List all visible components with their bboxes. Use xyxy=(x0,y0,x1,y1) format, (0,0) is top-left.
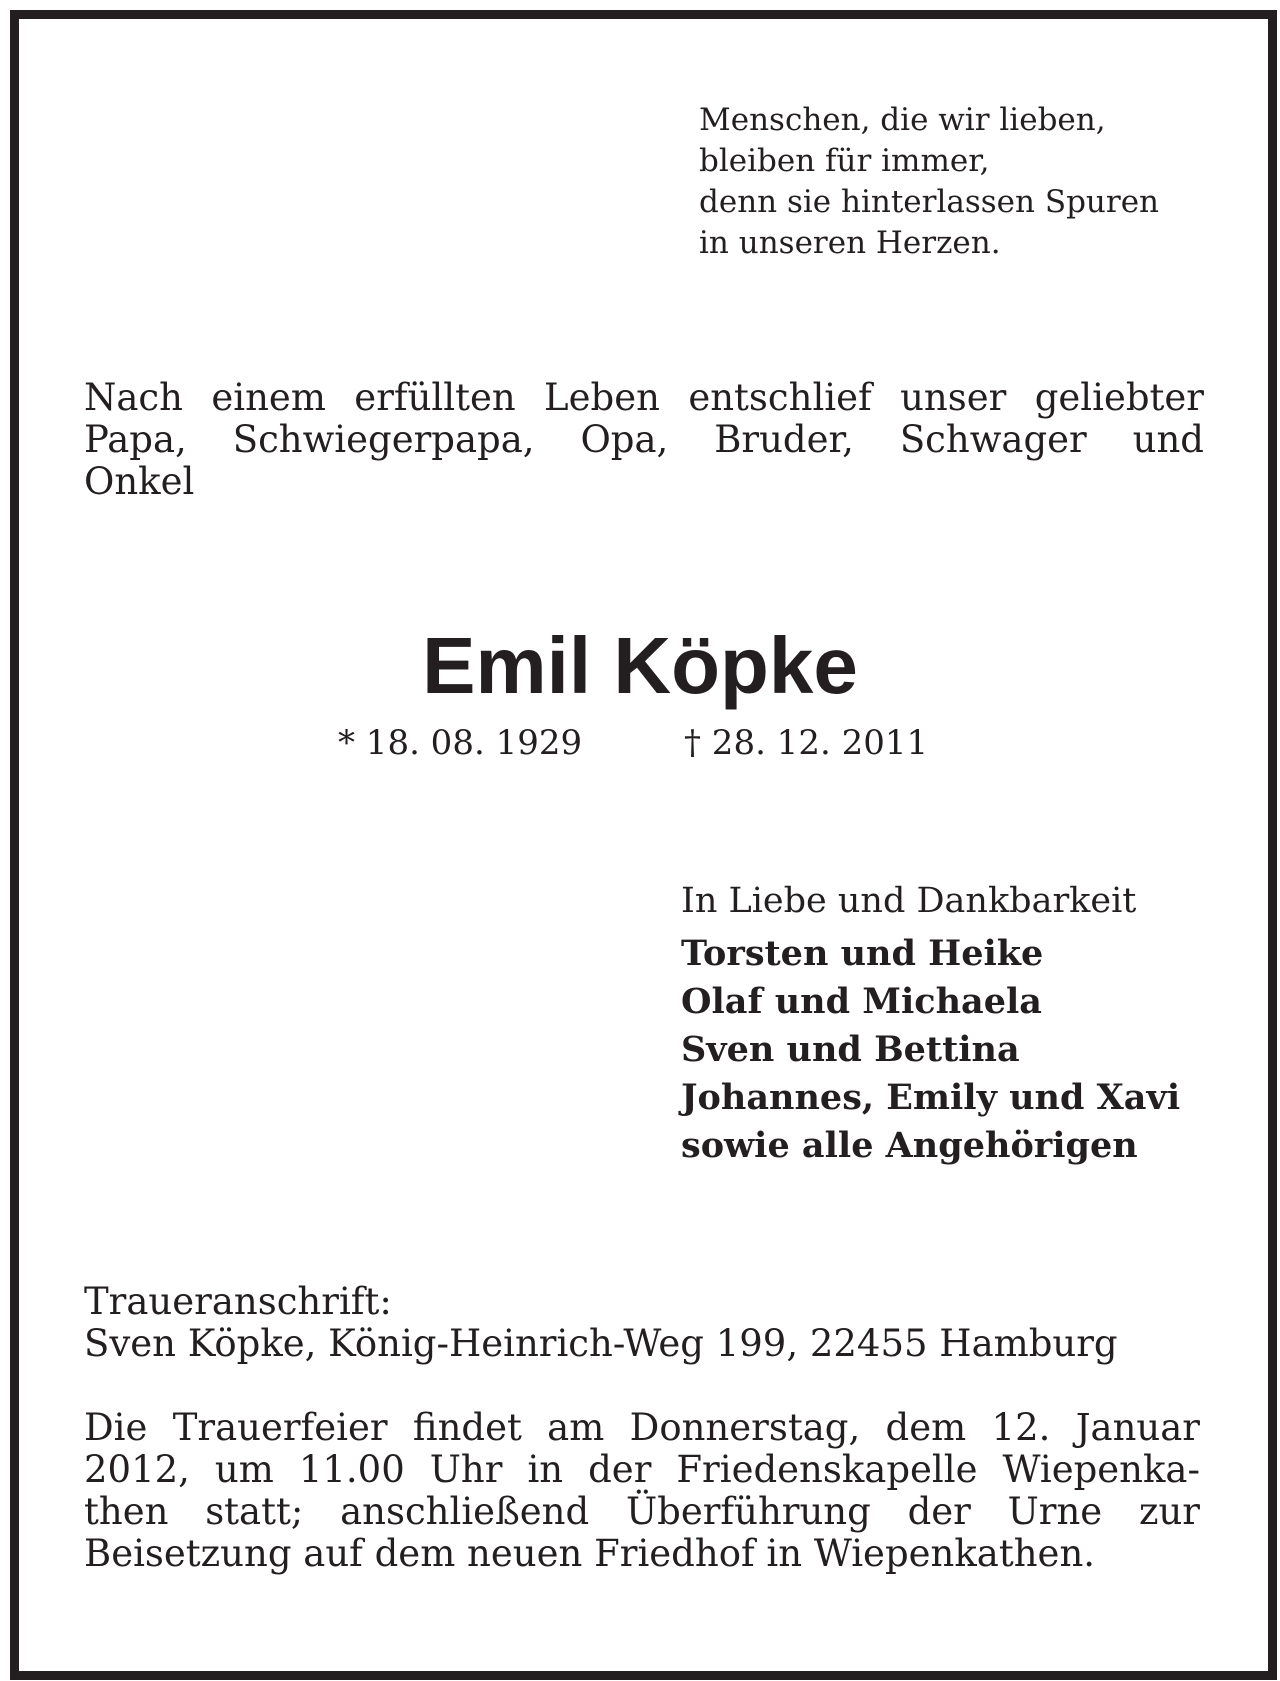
ceremony-line: Die Trauerfeier findet am Donnerstag, dem 12. Januar xyxy=(84,1406,1200,1449)
family-member: Olaf und Michaela xyxy=(681,981,1042,1022)
address-label: Traueranschrift: xyxy=(84,1280,392,1323)
motto-line: denn sie hinterlassen Spuren xyxy=(699,184,1160,220)
death-date: † 28. 12. 2011 xyxy=(684,723,929,763)
ceremony-line: then statt; anschließend Überführung der Urne zur xyxy=(84,1490,1200,1533)
motto-line: Menschen, die wir lieben, xyxy=(699,102,1106,138)
family-member: Johannes, Emily und Xavi xyxy=(681,1077,1181,1118)
deceased-name: Emil Köpke xyxy=(422,621,858,710)
motto-line: in unseren Herzen. xyxy=(699,225,1001,261)
intro-line: Nach einem erfüllten Leben entschlief unser geliebter xyxy=(84,376,1204,419)
ceremony-line: Beisetzung auf dem neuen Friedhof in Wiepenkathen. xyxy=(84,1532,1096,1575)
intro-line: Papa, Schwiegerpapa, Opa, Bruder, Schwager und xyxy=(84,418,1204,461)
ceremony-line: 2012, um 11.00 Uhr in der Friedenskapelle Wiepenka- xyxy=(84,1448,1200,1491)
address-value: Sven Köpke, König-Heinrich-Weg 199, 22455 Hamburg xyxy=(84,1322,1118,1365)
motto-line: bleiben für immer, xyxy=(699,143,990,179)
intro-line: Onkel xyxy=(84,460,195,503)
birth-date: * 18. 08. 1929 xyxy=(338,723,583,763)
signature-intro: In Liebe und Dankbarkeit xyxy=(681,881,1137,921)
family-member: sowie alle Angehörigen xyxy=(681,1125,1138,1166)
family-member: Sven und Bettina xyxy=(681,1029,1020,1070)
family-member: Torsten und Heike xyxy=(681,933,1044,974)
